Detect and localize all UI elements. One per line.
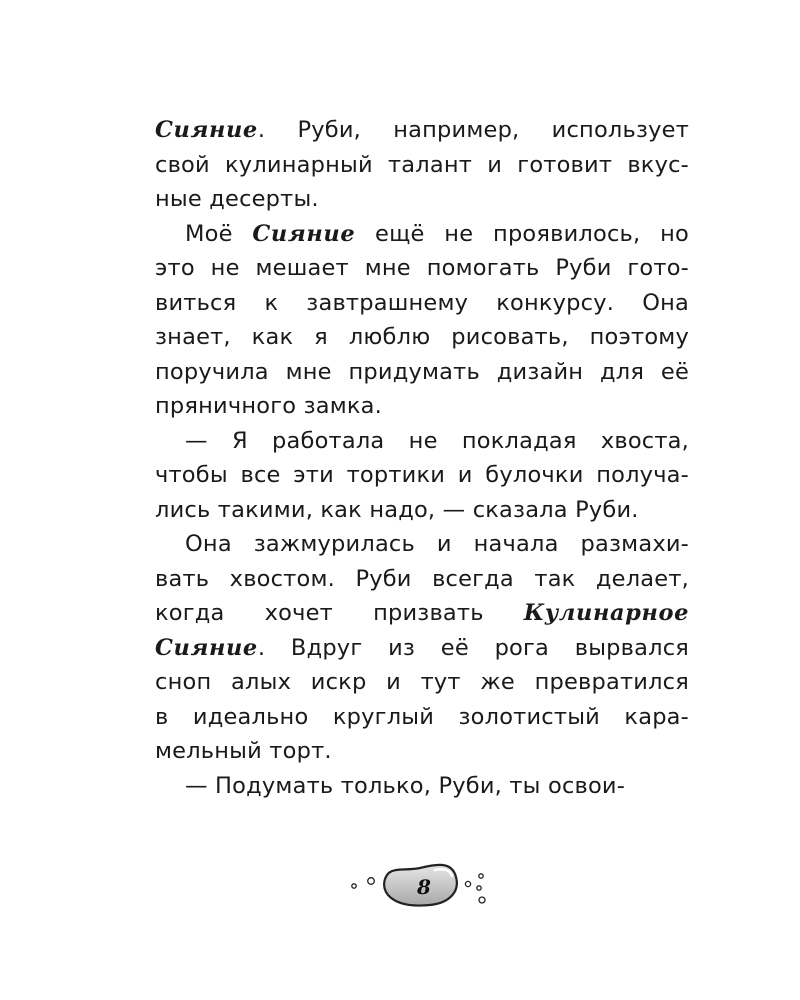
text-segment: это не мешает мне помогать Руби гото- [155,255,689,281]
text-segment: мельный торт. [155,738,332,764]
text-line [155,389,689,424]
text-segment: — Я работала не покладая хвоста, [185,427,689,454]
text-line [155,493,689,528]
text-segment: в идеально круглый золотистый кара- [155,703,689,730]
text-line [155,355,689,390]
text-line [155,251,689,286]
paragraph [155,113,689,217]
text-segment: чтобы все эти тортики и булочки получа- [155,462,689,488]
emphasized-term: Сияние [252,220,356,247]
paragraph [155,769,689,804]
text-segment: виться к завтрашнему конкурсу. Она [155,289,689,316]
bubble-icon [477,886,481,890]
book-page-text [155,113,689,803]
text-segment: сноп алых искр и тут же превратился [155,669,689,695]
text-segment: пряничного замка. [155,393,383,419]
text-segment: Моё [185,220,253,247]
text-segment: . Руби, например, использует [257,117,689,143]
page-number: 8 [417,875,431,899]
bubble-icon [479,874,483,878]
text-line [155,113,689,148]
text-line [155,665,689,700]
text-line [155,769,689,804]
text-segment: Она зажмурилась и начала размахи- [185,531,689,557]
bubble-icon [465,881,470,886]
text-segment: когда хочет призвать [155,600,524,626]
text-segment: ещё не проявилось, но [355,220,689,247]
paragraph [155,424,689,528]
text-segment: поручила мне придумать дизайн для её [155,358,689,385]
text-line [155,562,689,597]
text-segment: знает, как я люблю рисовать, поэтому [155,324,689,350]
emphasized-term: Сияние [155,634,258,661]
text-line [155,424,689,459]
text-line [155,458,689,493]
page-number-badge [340,855,500,915]
text-line [155,700,689,735]
text-line [155,148,689,183]
text-line [155,596,689,631]
text-line [155,320,689,355]
text-segment: лись такими, как надо, — сказала Руби. [155,496,639,523]
text-line [155,527,689,562]
bubble-icon [479,897,485,903]
text-line [155,182,689,217]
paragraph [155,527,689,769]
text-segment: . Вдруг из её рога вырвался [257,634,689,661]
text-line [155,217,689,252]
text-segment: ные десерты. [155,186,319,212]
text-segment: — Подумать только, Руби, ты освои- [185,772,626,799]
emphasized-term: Кулинарное [523,600,689,626]
bubble-icon [368,878,375,885]
paragraph [155,217,689,424]
text-line [155,734,689,769]
bubble-icon [352,884,356,888]
text-line [155,631,689,666]
text-segment: свой кулинарный талант и готовит вкус- [155,151,689,178]
text-segment: вать хвостом. Руби всегда так делает, [155,565,689,592]
emphasized-term: Сияние [155,117,258,143]
text-line [155,286,689,321]
